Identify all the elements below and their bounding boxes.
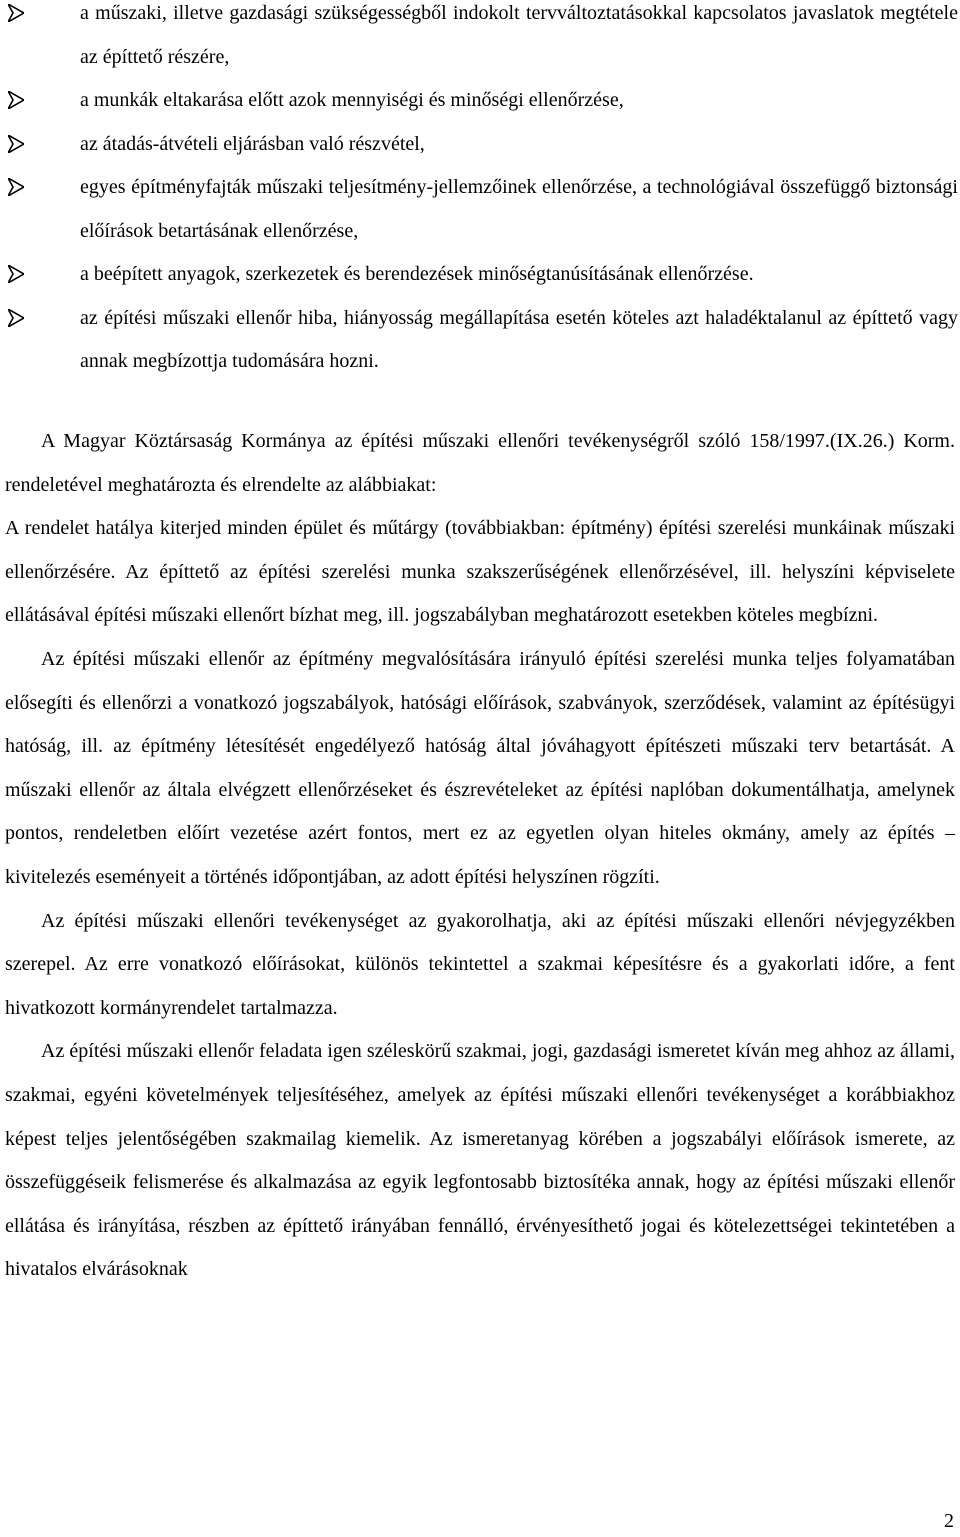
paragraph-inspector-duties: Az építési műszaki ellenőr az építmény megvalósítására irányuló építési szerelési munka teljes folyamatában elősegíti és ellenőrzi a vonatkozó jogszabályok, hatósági előírások, szabványok, szerződések, valamint az építésügyi hatóság, ill. az építmény létesítését engedélyező hatóság által jóváhagyott építészeti műszaki terv betartását. A műszaki ellenőr az általa elvégzett ellenőrzéseket és észrevételeket az építési naplóban dokumentálhatja, amelynek pontos, rendeletben előírt vezetése azért fontos, mert ez az egyetlen olyan hiteles okmány, amely az építés – kivitelezés eseményeit a történés időpontjában, az adott építési helyszínen rögzíti. [5, 647, 955, 888]
list-item-text: az építési műszaki ellenőr hiba, hiányosság megállapítása esetén köteles azt haladéktalanul az építtető vagy annak megbízottja tudomására hozni. [80, 306, 958, 372]
list-item [0, 123, 958, 167]
arrowhead-bullet-icon [8, 309, 24, 327]
body-text [5, 420, 955, 1292]
list-item-text: egyes építményfajták műszaki teljesítmény-jellemzőinek ellenőrzése, a technológiával összefüggő biztonsági előírások betartásának ellenőrzése, [80, 176, 958, 242]
arrowhead-bullet-icon [8, 91, 24, 109]
paragraph-inspector-registry: Az építési műszaki ellenőri tevékenységet az gyakorolhatja, aki az építési műszaki ellenőri névjegyzékben szerepel. Az erre vonatkozó előírásokat, különös tekintettel a szakmai képesítésre és a gyakorlati időre, a fent hivatkozott kormányrendelet tartalmazza. [5, 909, 955, 1019]
task-bullet-list [0, 0, 958, 384]
list-item [0, 297, 958, 384]
list-item-text: a munkák eltakarása előtt azok mennyiségi és minőségi ellenőrzése, [80, 89, 624, 111]
list-item-text: az átadás-átvételi eljárásban való részvétel, [80, 132, 425, 155]
paragraph-inspector-knowledge: Az építési műszaki ellenőr feladata igen széleskörű szakmai, jogi, gazdasági ismeretet kíván meg ahhoz az állami, szakmai, egyéni követelmények teljesítéséhez, amelyek az építési műszaki ellenőri tevékenységet a korábbiakhoz képest teljes jelentőségében szakmailag kiemelik. Az ismeretanyag körében a jogszabályi előírások ismerete, az összefüggéseik felismerése és alkalmazása az egyik legfontosabb biztosítéka annak, hogy az építési műszaki ellenőr ellátása és irányítása, részben az építtető irányában fennálló, érvényesíthető jogai és kötelezettségei tekintetében a hivatalos elvárásoknak [5, 1040, 955, 1281]
arrowhead-bullet-icon [8, 265, 24, 283]
list-item-text: a műszaki, illetve gazdasági szükségességből indokolt tervváltoztatásokkal kapcsolatos javaslatok megtétele az építtető részére, [80, 2, 958, 68]
arrowhead-bullet-icon [8, 178, 24, 196]
list-item [0, 0, 958, 79]
arrowhead-bullet-icon [8, 4, 24, 22]
list-item [0, 79, 958, 123]
list-item [0, 166, 958, 253]
paragraph-regulation-scope: A rendelet hatálya kiterjed minden épület és műtárgy (továbbiakban: építmény) építési szerelési munkáinak műszaki ellenőrzésére. Az építtető az építési szerelési munka szakszerűségének ellenőrzésével, ill. helyszíni képviselete ellátásával építési műszaki ellenőrt bízhat meg, ill. jogszabályban meghatározott esetekben köteles megbízni. [5, 517, 955, 627]
list-item-text: a beépített anyagok, szerkezetek és berendezések minőségtanúsításának ellenőrzése. [80, 263, 754, 285]
list-item [0, 253, 958, 297]
paragraph-regulation-intro: A Magyar Köztársaság Kormánya az építési műszaki ellenőri tevékenységről szóló 158/1997.(IX.26.) Korm. rendeletével meghatározta és elrendelte az alábbiakat: [5, 430, 955, 496]
page-number: 2 [944, 1510, 954, 1532]
arrowhead-bullet-icon [8, 135, 24, 153]
